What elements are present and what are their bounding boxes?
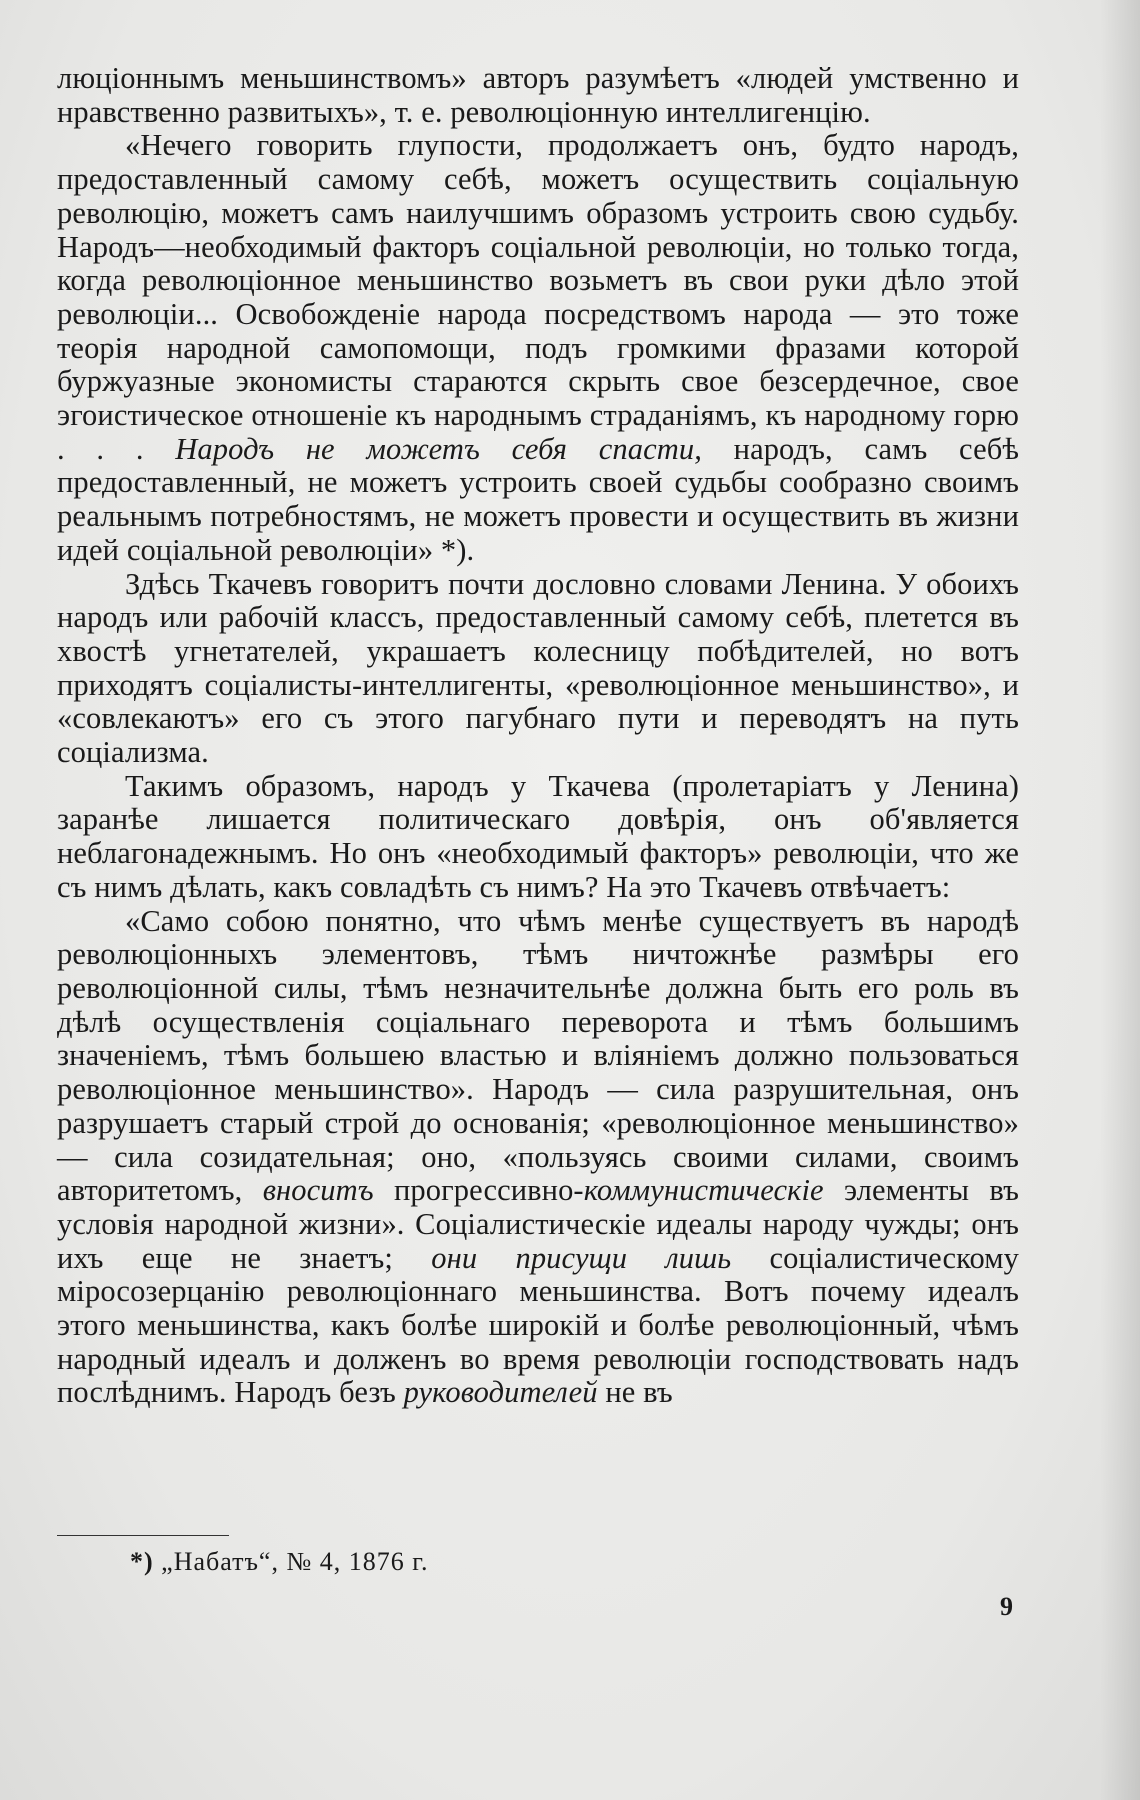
footnote-text: „Набатъ“, № 4, 1876 г. (161, 1547, 429, 1576)
text-segment: соціалистическому міросозерцанію революціоннаго меньшинства. Вотъ почему идеалъ этого меньшинства, какъ болѣе широкій и болѣе революціонный, чѣмъ народный идеалъ и долженъ во время революціи господствовать надъ послѣднимъ. Народъ безъ (57, 1240, 1019, 1410)
footnote-mark: *) (130, 1547, 154, 1576)
text-segment: прогрессивно- (373, 1173, 584, 1208)
text-segment: элементы въ условія народной жизни». Соціалистическіе идеалы народу чужды; онъ ихъ еще не знаетъ; (57, 1173, 1019, 1275)
text-segment: «Само собою понятно, что чѣмъ менѣе существуетъ въ народѣ революціонныхъ элементовъ, тѣмъ ничтожнѣе размѣры его революціонной силы, тѣмъ незначительнѣе должна быть его роль въ дѣлѣ осуществленія соціальнаго переворота и тѣмъ большимъ значеніемъ, тѣмъ большею властью и вліяніемъ должно пользоваться революціонное меньшинство». Народъ — сила разрушительная, онъ разрушаетъ старый строй до основанія; «революціонное меньшинство» — сила созидательная; оно, «пользуясь своими силами, своимъ авторитетомъ, (57, 903, 1019, 1208)
italic-segment: руководителей (403, 1375, 598, 1410)
italic-segment: коммунистическіе (583, 1173, 824, 1208)
footnote-rule (57, 1535, 229, 1536)
paragraph-1 (57, 62, 1019, 129)
text-segment: не въ (597, 1375, 673, 1410)
text-segment: «Нечего говорить глупости, продолжаетъ онъ, будто народъ, предоставленный самому себѣ, можетъ осуществить соціальную революцію, можетъ самъ наилучшимъ образомъ устроить свою судьбу. Народъ—необходимый факторъ соціальной революціи, но только тогда, когда революціонное меньшинство возьметъ въ свои руки дѣло этой революціи... Освобожденіе народа посредствомъ народа — это тоже теорія народной самопомощи, подъ громкими фразами которой буржуазные экономисты стараются скрыть свое безсердечное, свое эгоистическое отношеніе къ народнымъ страданіямъ, къ народному горю . . . (57, 128, 1019, 466)
text-segment: Такимъ образомъ, народъ у Ткачева (пролетаріатъ у Ленина) заранѣе лишается политическаго довѣрія, онъ об'является неблагонадежнымъ. Но онъ «необходимый факторъ» революціи, что же съ нимъ дѣлать, какъ совладѣть съ нимъ? На это Ткачевъ отвѣчаетъ: (57, 768, 1019, 904)
italic-segment: они присущи лишь (431, 1240, 732, 1275)
text-segment: народъ, самъ себѣ предоставленный, не можетъ устроить своей судьбы сообразно своимъ реальнымъ потребностямъ, не можетъ провести и осуществить въ жизни идей соціальной революціи» *). (57, 431, 1019, 567)
paragraph-4 (57, 770, 1019, 905)
paragraph-3 (57, 568, 1019, 770)
body-text (57, 62, 1019, 1410)
text-segment: Здѣсь Ткачевъ говоритъ почти дословно словами Ленина. У обоихъ народъ или рабочій классъ, предоставленный самому себѣ, плетется въ хвостѣ угнетателей, украшаетъ колесницу побѣдителей, но вотъ приходятъ соціалисты-интеллигенты, «революціонное меньшинство», и «совлекаютъ» его съ этого пагубнаго пути и переводятъ на путь соціализма. (57, 566, 1019, 770)
page-number: 9 (1000, 1592, 1013, 1621)
paragraph-5 (57, 905, 1019, 1411)
text-segment: люціоннымъ меньшинствомъ» авторъ разумѣетъ «людей умственно и нравственно развитыхъ», т. е. революціонную интеллигенцію. (57, 61, 1019, 129)
italic-segment: Народъ не можетъ себя спасти, (175, 431, 702, 466)
page-edge-shadow (1100, 0, 1140, 1800)
italic-segment: вноситъ (262, 1173, 374, 1208)
paragraph-2 (57, 129, 1019, 567)
footnote (130, 1546, 429, 1578)
